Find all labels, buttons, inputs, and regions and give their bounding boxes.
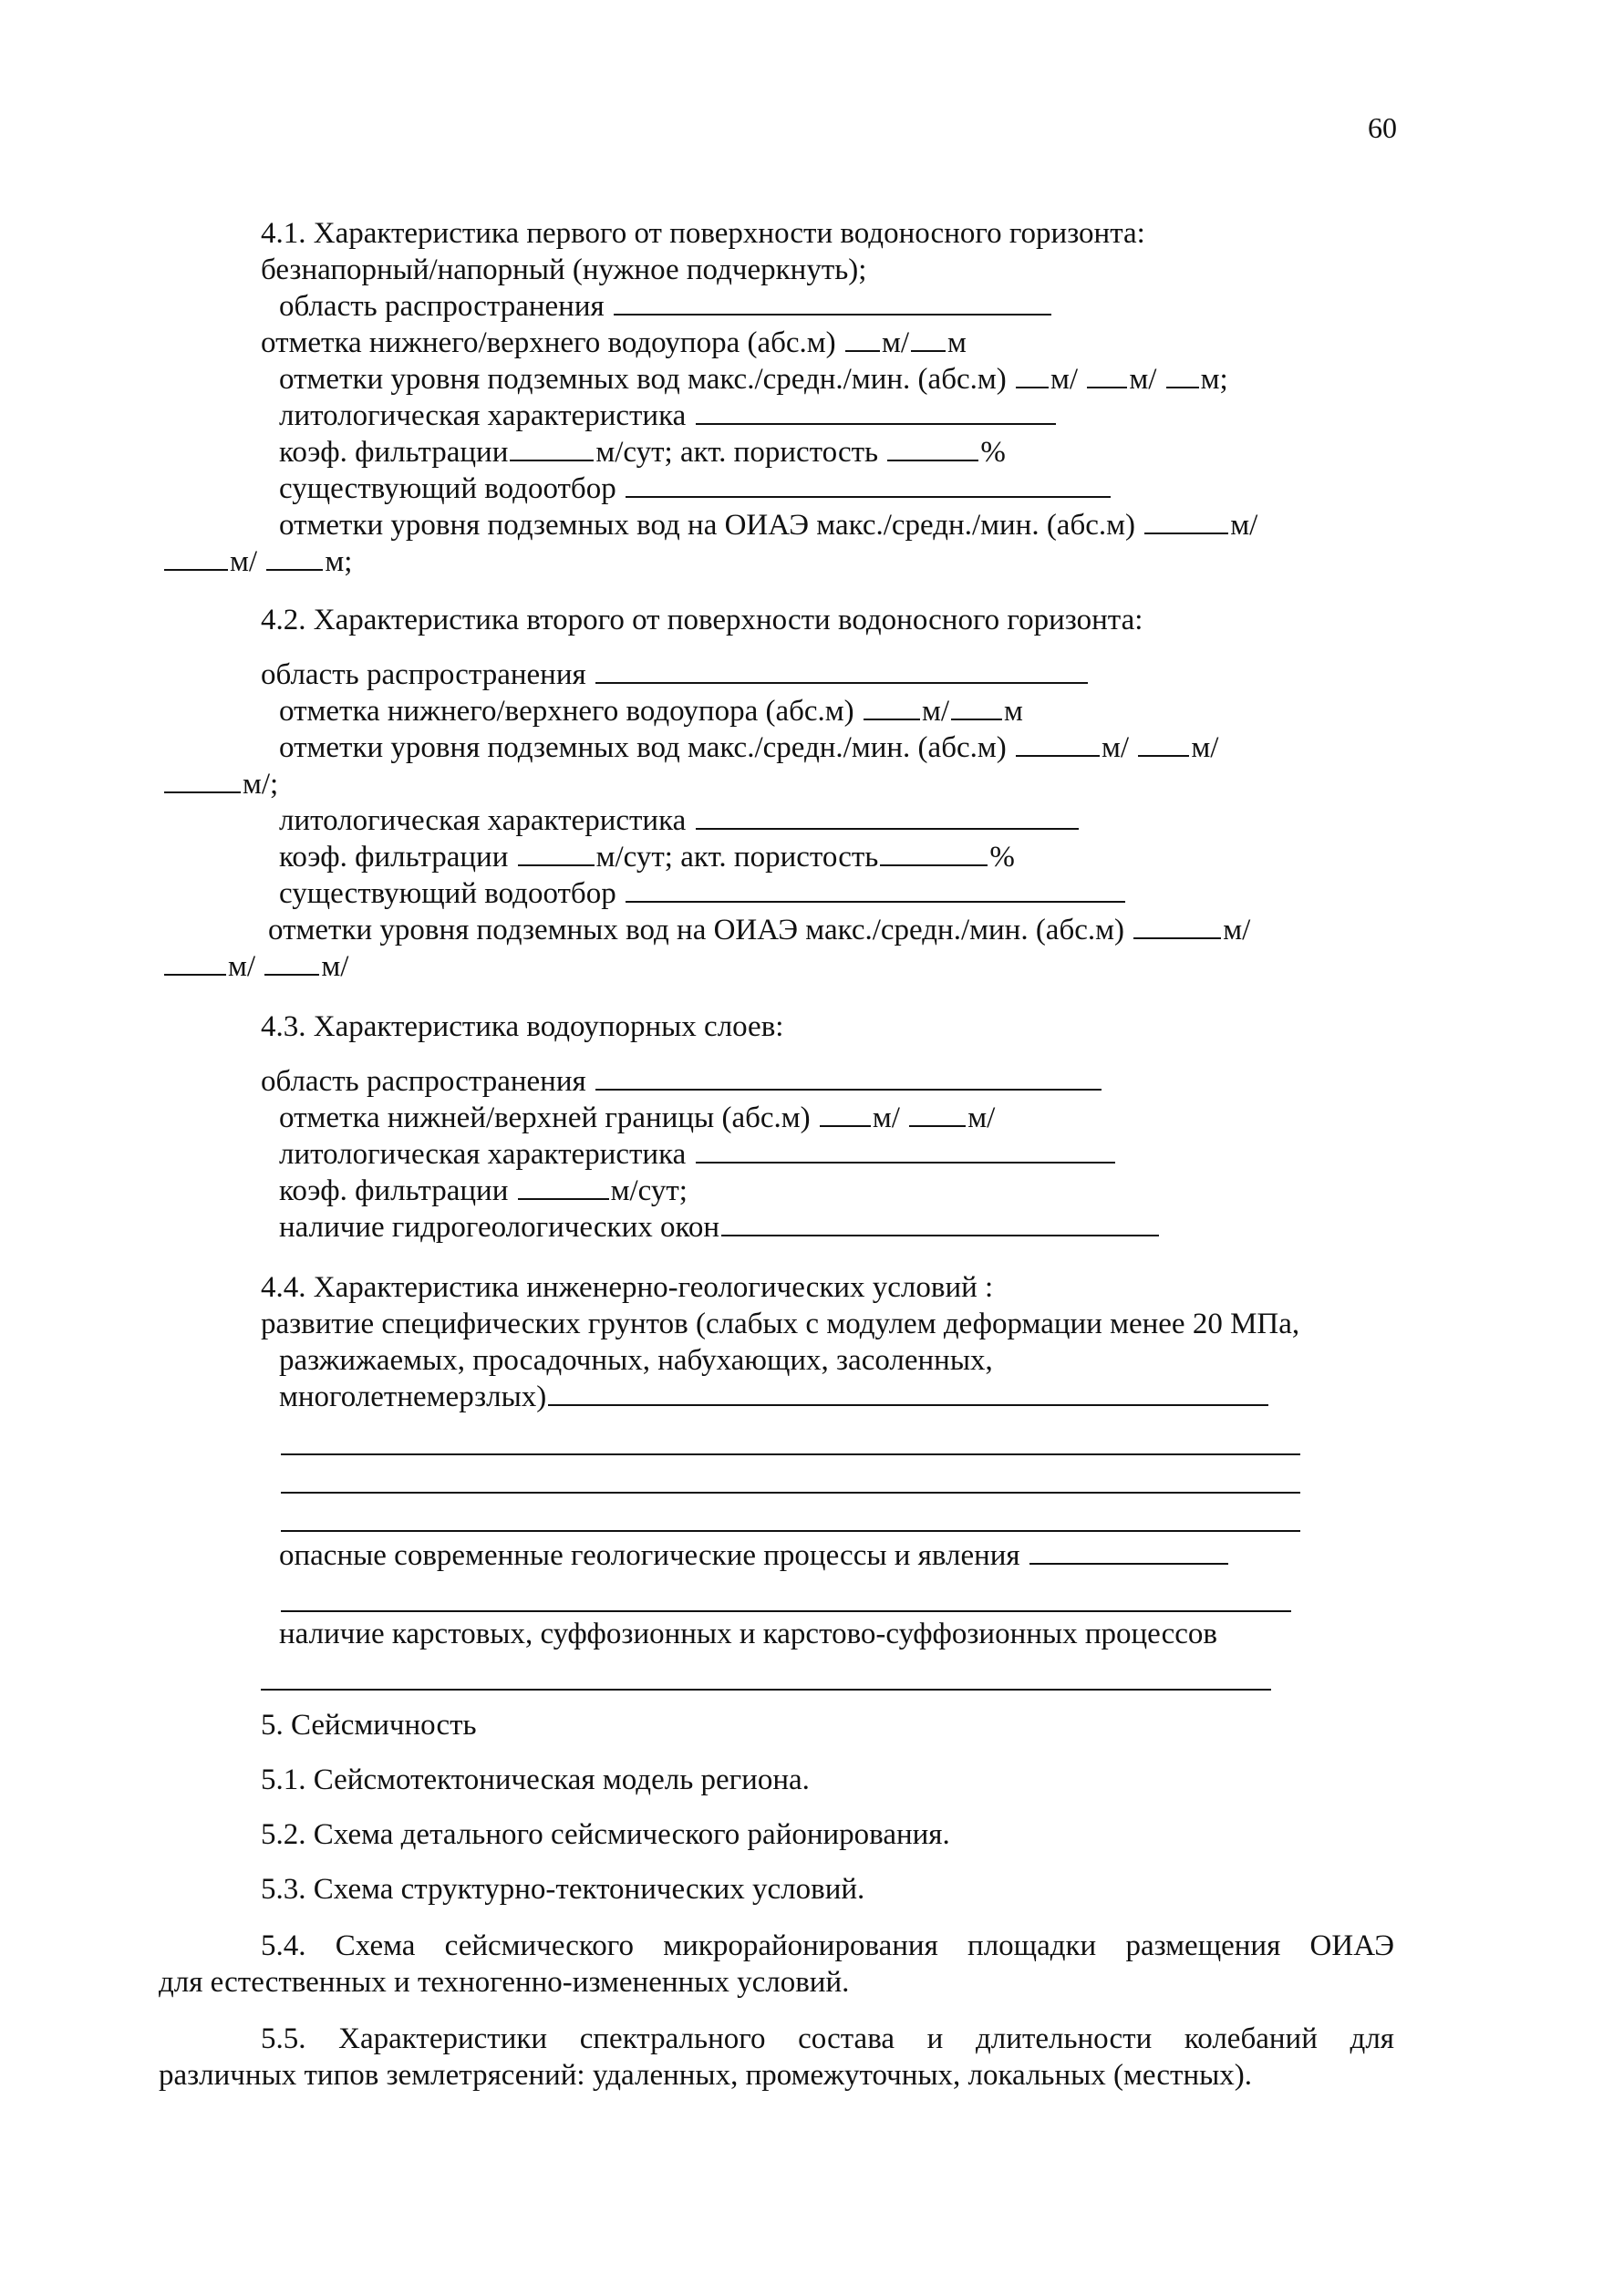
unit: м/ xyxy=(967,1101,996,1134)
soils-line-3 xyxy=(279,1379,1270,1415)
hazards-row xyxy=(279,1537,1230,1574)
soils-line-2: разжижаемых, просадочных, набухающих, засоленных, xyxy=(279,1344,993,1377)
unit: м/ xyxy=(230,545,258,578)
filtration-label: коэф. фильтрации xyxy=(279,841,509,874)
area-row xyxy=(261,657,1090,693)
area-blank[interactable] xyxy=(595,681,1088,684)
unit: м/ xyxy=(881,326,909,359)
filtration-unit: м/сут; акт. пористость xyxy=(595,841,879,874)
aquiclude-row xyxy=(279,693,1023,729)
section-5-5-line-2: различных типов землетрясений: удаленных, промежуточных, локальных (местных). xyxy=(159,2059,1253,2092)
area-blank[interactable] xyxy=(614,313,1051,315)
blank[interactable] xyxy=(820,1124,871,1127)
blank[interactable] xyxy=(1016,386,1049,388)
section-5-4-line-2: для естественных и техногенно-измененных условий. xyxy=(159,1966,850,1999)
blank[interactable] xyxy=(909,1124,966,1127)
blank[interactable] xyxy=(164,791,241,793)
gw-levels-oiae-label: отметки уровня подземных вод на ОИАЭ макс./средн./мин. (абс.м) xyxy=(268,914,1125,946)
gw-levels-label: отметки уровня подземных вод макс./средн./мин. (абс.м) xyxy=(279,363,1007,396)
aquiclude-row xyxy=(261,325,967,361)
gw-levels-label: отметки уровня подземных вод макс./средн./мин. (абс.м) xyxy=(279,731,1007,764)
litho-row xyxy=(279,1136,1117,1173)
answer-line[interactable] xyxy=(261,1689,1271,1691)
unit: м/ xyxy=(321,950,349,983)
existing-intake-label: существующий водоотбор xyxy=(279,472,616,505)
blank[interactable] xyxy=(1087,386,1127,388)
section-4-2-title: 4.2. Характеристика второго от поверхности водоносного горизонта: xyxy=(261,604,1143,636)
filtration-label: коэф. фильтрации xyxy=(279,1174,509,1207)
answer-line[interactable] xyxy=(281,1610,1291,1612)
blank[interactable] xyxy=(264,973,319,976)
unit: м/ xyxy=(872,1101,900,1134)
area-label: область распространения xyxy=(261,1065,586,1098)
windows-blank[interactable] xyxy=(721,1234,1159,1236)
boundary-row xyxy=(279,1100,995,1136)
hazards-blank[interactable] xyxy=(1029,1562,1228,1565)
unit: м/ xyxy=(1191,731,1219,764)
unit: м; xyxy=(325,545,353,578)
hazards-label: опасные современные геологические процессы и явления xyxy=(279,1539,1020,1572)
answer-line[interactable] xyxy=(281,1492,1300,1494)
aquifer-type-line: безнапорный/напорный (нужное подчеркнуть); xyxy=(261,253,867,286)
litho-label: литологическая характеристика xyxy=(279,1138,687,1171)
blank[interactable] xyxy=(266,568,323,571)
filtration-label: коэф. фильтрации xyxy=(279,436,509,469)
filtration-row xyxy=(279,434,1006,471)
blank[interactable] xyxy=(518,864,595,866)
litho-label: литологическая характеристика xyxy=(279,804,687,837)
blank[interactable] xyxy=(1133,936,1221,939)
section-5-1: 5.1. Сейсмотектоническая модель региона. xyxy=(261,1763,810,1796)
section-5-4-line-1: 5.4. Схема сейсмического микрорайонирования площадки размещения ОИАЭ xyxy=(261,1929,1394,1962)
gw-levels-oiae-row xyxy=(268,912,1250,948)
area-blank[interactable] xyxy=(595,1088,1102,1091)
unit: м; xyxy=(1200,363,1228,396)
windows-label: наличие гидрогеологических окон xyxy=(279,1211,720,1244)
section-4-1-title: 4.1. Характеристика первого от поверхности водоносного горизонта: xyxy=(261,217,1145,250)
litho-label: литологическая характеристика xyxy=(279,399,687,432)
blank[interactable] xyxy=(864,718,920,720)
unit: м xyxy=(947,326,967,359)
unit: м/ xyxy=(921,695,949,728)
area-row xyxy=(261,1063,1103,1100)
blank[interactable] xyxy=(1166,386,1199,388)
existing-intake-row xyxy=(279,875,1127,912)
unit: м/ xyxy=(228,950,256,983)
gw-levels-oiae-cont xyxy=(162,543,352,580)
soils-blank[interactable] xyxy=(548,1403,1268,1406)
litho-row xyxy=(279,802,1081,839)
blank[interactable] xyxy=(1144,532,1228,534)
gw-levels-oiae-label: отметки уровня подземных вод на ОИАЭ макс./средн./мин. (абс.м) xyxy=(279,509,1136,542)
litho-blank[interactable] xyxy=(696,422,1056,425)
soils-line-1: развитие специфических грунтов (слабых с модулем деформации менее 20 МПа, xyxy=(261,1308,1300,1340)
gw-levels-oiae-row xyxy=(279,507,1257,543)
filtration-row xyxy=(279,839,1015,875)
area-label: область распространения xyxy=(261,658,586,691)
page-number: 60 xyxy=(1368,111,1397,144)
blank[interactable] xyxy=(510,459,594,461)
gw-levels-row xyxy=(279,361,1228,398)
unit: м xyxy=(1004,695,1023,728)
unit: м/ xyxy=(1050,363,1079,396)
unit: м/ xyxy=(1129,363,1157,396)
unit: м/ xyxy=(1230,509,1258,542)
section-5-2: 5.2. Схема детального сейсмического районирования. xyxy=(261,1818,950,1851)
area-label: область распространения xyxy=(279,290,605,323)
filtration-row xyxy=(279,1173,688,1209)
area-row xyxy=(279,288,1053,325)
existing-intake-blank[interactable] xyxy=(626,495,1111,498)
litho-blank[interactable] xyxy=(696,1161,1115,1164)
answer-line[interactable] xyxy=(281,1453,1300,1455)
section-5-3: 5.3. Схема структурно-тектонических условий. xyxy=(261,1873,865,1906)
gw-levels-row xyxy=(279,729,1218,766)
unit: м/ xyxy=(1102,731,1130,764)
karst-line: наличие карстовых, суффозионных и карстово-суффозионных процессов xyxy=(279,1618,1217,1650)
blank[interactable] xyxy=(164,568,228,571)
boundary-label: отметка нижней/верхней границы (абс.м) xyxy=(279,1101,811,1134)
section-4-4-title: 4.4. Характеристика инженерно-геологических условий : xyxy=(261,1271,994,1304)
aquiclude-label: отметка нижнего/верхнего водоупора (абс.м) xyxy=(279,695,854,728)
soils-label: многолетнемерзлых) xyxy=(279,1381,547,1413)
blank[interactable] xyxy=(887,459,978,461)
litho-blank[interactable] xyxy=(696,827,1079,830)
blank[interactable] xyxy=(1138,754,1189,757)
filtration-unit: м/сут; xyxy=(610,1174,688,1207)
blank[interactable] xyxy=(951,718,1002,720)
existing-intake-row xyxy=(279,471,1112,507)
section-5-5-line-1: 5.5. Характеристики спектрального состава и длительности колебаний для xyxy=(261,2022,1394,2055)
blank[interactable] xyxy=(1016,754,1100,757)
section-4-3-title: 4.3. Характеристика водоупорных слоев: xyxy=(261,1010,784,1043)
gw-levels-oiae-cont xyxy=(162,948,348,985)
answer-line[interactable] xyxy=(281,1530,1300,1532)
unit: % xyxy=(980,436,1006,469)
blank[interactable] xyxy=(518,1197,609,1200)
gw-levels-cont xyxy=(162,766,278,802)
blank[interactable] xyxy=(880,864,988,866)
litho-row xyxy=(279,398,1058,434)
filtration-unit: м/сут; акт. пористость xyxy=(595,436,879,469)
blank[interactable] xyxy=(911,349,946,352)
existing-intake-blank[interactable] xyxy=(626,900,1125,903)
windows-row xyxy=(279,1209,1161,1246)
blank[interactable] xyxy=(845,349,880,352)
unit: м/ xyxy=(1223,914,1251,946)
existing-intake-label: существующий водоотбор xyxy=(279,877,616,910)
unit: % xyxy=(989,841,1015,874)
aquiclude-label: отметка нижнего/верхнего водоупора (абс.м) xyxy=(261,326,836,359)
section-5-title: 5. Сейсмичность xyxy=(261,1709,477,1742)
blank[interactable] xyxy=(164,973,226,976)
unit: м/; xyxy=(243,768,279,801)
